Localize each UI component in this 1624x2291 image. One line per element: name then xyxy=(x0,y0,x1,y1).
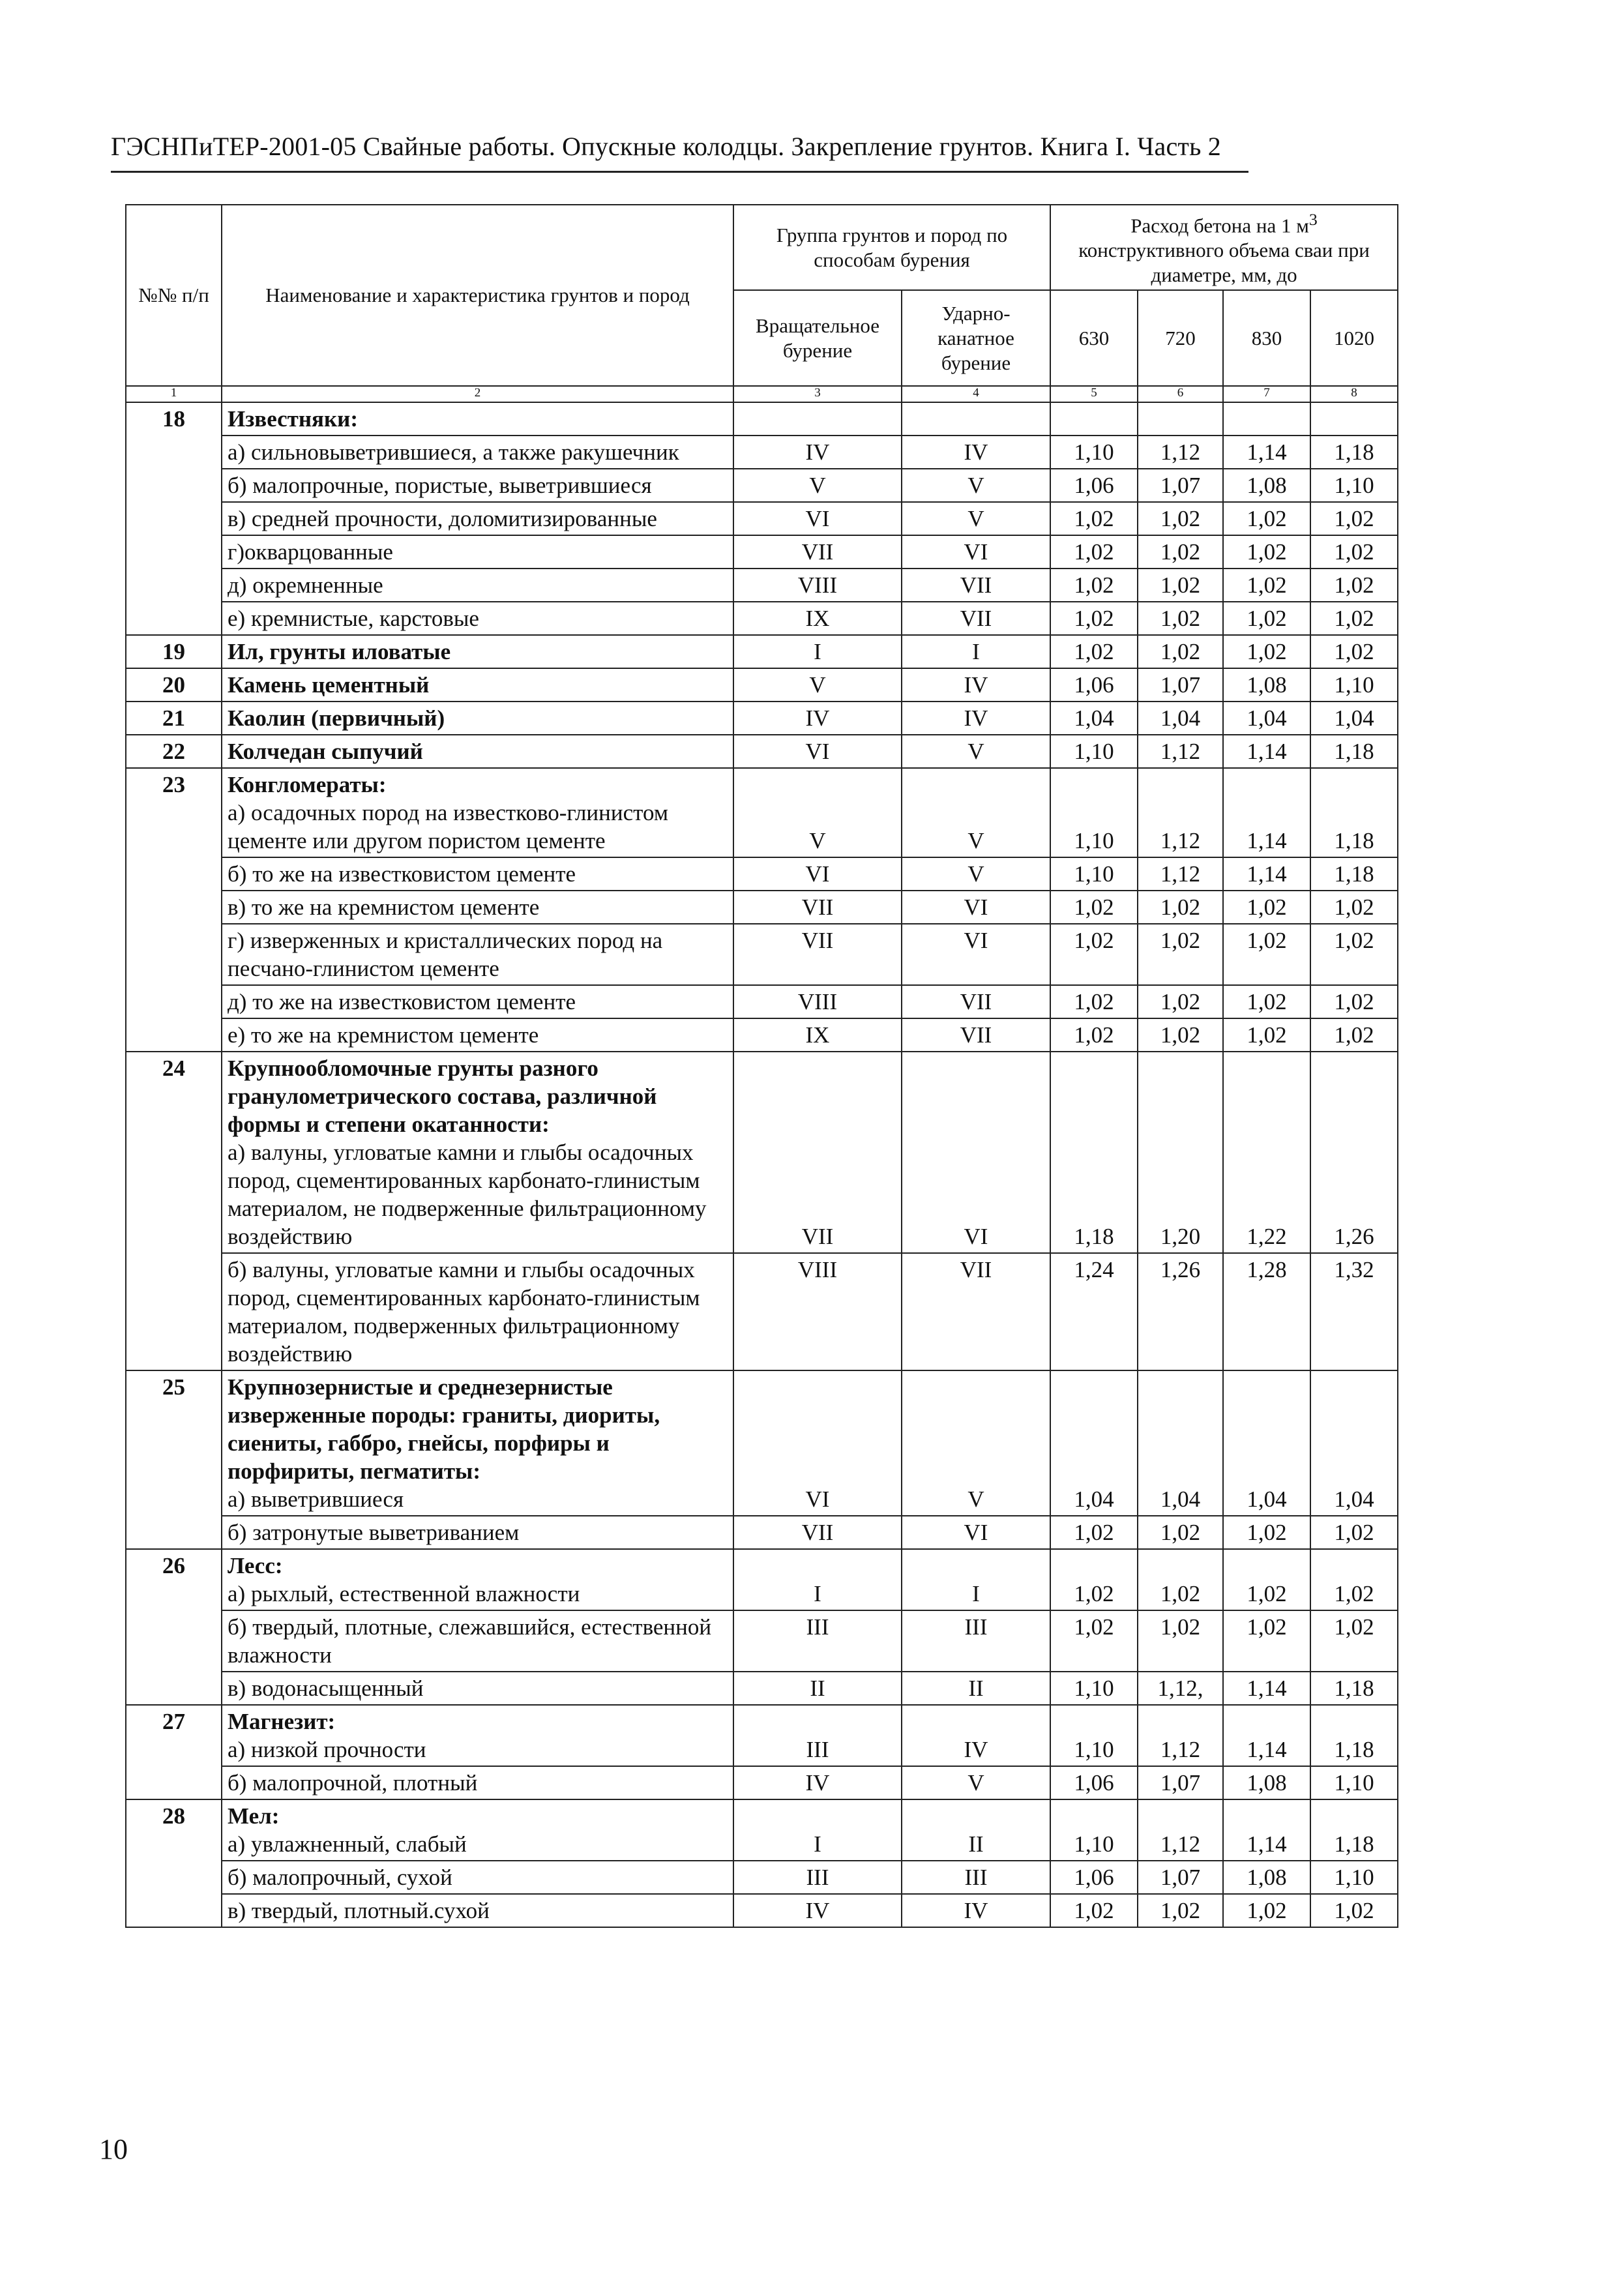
percussive-group-cell: V xyxy=(902,502,1050,535)
rotary-group-cell: III xyxy=(733,1861,902,1894)
percussive-group-cell: VII xyxy=(902,602,1050,635)
table-row xyxy=(126,668,1398,702)
consumption-cell: 1,02 xyxy=(1138,1894,1223,1927)
item-description: б) твердый, плотные, слежавшийся, естественной влажности xyxy=(222,1610,733,1672)
consumption-cell: 1,26 xyxy=(1310,1052,1398,1253)
table-row xyxy=(126,1672,1398,1705)
consumption-cell: 1,02 xyxy=(1138,924,1223,985)
consumption-cell: 1,12 xyxy=(1138,1799,1223,1861)
item-description: в) средней прочности, доломитизированные xyxy=(222,502,733,535)
percussive-group-cell: V xyxy=(902,469,1050,502)
consumption-cell: 1,14 xyxy=(1223,768,1310,857)
consumption-cell: 1,02 xyxy=(1050,1516,1138,1549)
rotary-group-cell: IV xyxy=(733,436,902,469)
consumption-cell: 1,02 xyxy=(1050,985,1138,1018)
consumption-cell: 1,02 xyxy=(1223,1894,1310,1927)
item-number: 21 xyxy=(126,702,222,735)
item-name: Каолин (первичный) xyxy=(222,702,733,735)
consumption-cell: 1,10 xyxy=(1310,1766,1398,1799)
consumption-cell: 1,07 xyxy=(1138,1861,1223,1894)
consumption-cell: 1,18 xyxy=(1050,1052,1138,1253)
header-diameter: 720 xyxy=(1138,290,1223,386)
consumption-cell: 1,12 xyxy=(1138,1705,1223,1766)
column-number: 7 xyxy=(1223,386,1310,402)
percussive-group-cell: II xyxy=(902,1799,1050,1861)
consumption-cell: 1,02 xyxy=(1223,924,1310,985)
item-description: б) малопрочный, сухой xyxy=(222,1861,733,1894)
item-description: а) выветрившиеся xyxy=(228,1486,404,1512)
rotary-group-cell: VII xyxy=(733,924,902,985)
consumption-cell: 1,02 xyxy=(1310,535,1398,569)
column-number: 1 xyxy=(126,386,222,402)
consumption-cell: 1,14 xyxy=(1223,1799,1310,1861)
column-number: 4 xyxy=(902,386,1050,402)
table-row xyxy=(126,635,1398,668)
consumption-cell: 1,08 xyxy=(1223,469,1310,502)
page-number: 10 xyxy=(99,2133,128,2165)
consumption-cell: 1,04 xyxy=(1050,702,1138,735)
rotary-group-cell: IV xyxy=(733,702,902,735)
consumption-cell: 1,06 xyxy=(1050,1861,1138,1894)
table-row xyxy=(126,735,1398,768)
rotary-group-cell: IX xyxy=(733,602,902,635)
percussive-group-cell: IV xyxy=(902,668,1050,702)
consumption-cell: 1,06 xyxy=(1050,668,1138,702)
empty-cell xyxy=(733,402,902,436)
table-row xyxy=(126,891,1398,924)
table-row xyxy=(126,602,1398,635)
consumption-cell: 1,02 xyxy=(1138,1610,1223,1672)
consumption-cell: 1,32 xyxy=(1310,1253,1398,1370)
item-name: Лесс: xyxy=(228,1553,283,1578)
rotary-group-cell: III xyxy=(733,1705,902,1766)
table-row xyxy=(126,569,1398,602)
rotary-group-cell: V xyxy=(733,469,902,502)
consumption-cell: 1,02 xyxy=(1310,985,1398,1018)
header-rotary: Вращательное бурение xyxy=(733,290,902,386)
consumption-cell: 1,02 xyxy=(1223,502,1310,535)
empty-cell xyxy=(902,402,1050,436)
consumption-cell: 1,14 xyxy=(1223,735,1310,768)
consumption-cell: 1,02 xyxy=(1223,1610,1310,1672)
item-description: а) сильновыветрившиеся, а также ракушечник xyxy=(222,436,733,469)
consumption-cell: 1,12 xyxy=(1138,436,1223,469)
table-row xyxy=(126,469,1398,502)
consumption-cell: 1,08 xyxy=(1223,668,1310,702)
item-description: а) низкой прочности xyxy=(228,1737,426,1762)
percussive-group-cell: V xyxy=(902,735,1050,768)
table-row xyxy=(126,1861,1398,1894)
rotary-group-cell: VI xyxy=(733,1370,902,1516)
column-number: 6 xyxy=(1138,386,1223,402)
rotary-group-cell: III xyxy=(733,1610,902,1672)
consumption-cell: 1,02 xyxy=(1050,924,1138,985)
column-number: 8 xyxy=(1310,386,1398,402)
consumption-cell: 1,02 xyxy=(1138,502,1223,535)
item-number: 22 xyxy=(126,735,222,768)
consumption-cell: 1,10 xyxy=(1050,1705,1138,1766)
consumption-cell: 1,18 xyxy=(1310,735,1398,768)
consumption-cell: 1,18 xyxy=(1310,1672,1398,1705)
consumption-cell: 1,02 xyxy=(1223,985,1310,1018)
table-row xyxy=(126,502,1398,535)
item-name: Конгломераты: xyxy=(228,772,387,797)
consumption-cell: 1,02 xyxy=(1050,502,1138,535)
rotary-group-cell: I xyxy=(733,635,902,668)
consumption-cell: 1,10 xyxy=(1050,1799,1138,1861)
item-number: 18 xyxy=(126,402,222,635)
column-number: 3 xyxy=(733,386,902,402)
percussive-group-cell: VII xyxy=(902,569,1050,602)
percussive-group-cell: VI xyxy=(902,924,1050,985)
consumption-cell: 1,02 xyxy=(1223,1549,1310,1610)
consumption-cell: 1,06 xyxy=(1050,1766,1138,1799)
column-number: 5 xyxy=(1050,386,1138,402)
consumption-cell: 1,02 xyxy=(1138,602,1223,635)
consumption-cell: 1,22 xyxy=(1223,1052,1310,1253)
consumption-cell: 1,02 xyxy=(1223,1516,1310,1549)
consumption-cell: 1,10 xyxy=(1050,436,1138,469)
consumption-cell: 1,02 xyxy=(1050,1610,1138,1672)
table-row xyxy=(126,1799,1398,1861)
item-description: в) твердый, плотный.сухой xyxy=(222,1894,733,1927)
percussive-group-cell: IV xyxy=(902,1705,1050,1766)
consumption-cell: 1,14 xyxy=(1223,1705,1310,1766)
percussive-group-cell: V xyxy=(902,768,1050,857)
percussive-group-cell: V xyxy=(902,1766,1050,1799)
consumption-cell: 1,02 xyxy=(1050,535,1138,569)
header-consumption-sup: 3 xyxy=(1308,210,1318,229)
consumption-cell: 1,18 xyxy=(1310,768,1398,857)
item-name-cell xyxy=(222,1370,733,1516)
percussive-group-cell: V xyxy=(902,1370,1050,1516)
table-row xyxy=(126,436,1398,469)
item-name: Магнезит: xyxy=(228,1709,336,1734)
percussive-group-cell: VII xyxy=(902,1253,1050,1370)
consumption-cell: 1,12, xyxy=(1138,1672,1223,1705)
table-row xyxy=(126,768,1398,857)
percussive-group-cell: III xyxy=(902,1861,1050,1894)
item-name-cell xyxy=(222,1705,733,1766)
item-name: Крупнообломочные грунты разного гранулометрического состава, различной формы и степени окатанности: xyxy=(228,1056,657,1137)
consumption-cell: 1,14 xyxy=(1223,1672,1310,1705)
consumption-cell: 1,02 xyxy=(1310,891,1398,924)
consumption-cell: 1,12 xyxy=(1138,768,1223,857)
percussive-group-cell: V xyxy=(902,857,1050,891)
header-consumption-prefix: Расход бетона на 1 м xyxy=(1130,214,1309,237)
consumption-cell: 1,02 xyxy=(1310,1516,1398,1549)
consumption-cell: 1,10 xyxy=(1310,1861,1398,1894)
item-name: Крупнозернистые и среднезернистые изверженные породы: граниты, диориты, сиениты, габбро, гнейсы, порфиры и порфириты, пегматиты: xyxy=(228,1374,660,1484)
consumption-cell: 1,14 xyxy=(1223,436,1310,469)
consumption-cell: 1,04 xyxy=(1223,702,1310,735)
table-row xyxy=(126,1766,1398,1799)
rotary-group-cell: I xyxy=(733,1799,902,1861)
empty-cell xyxy=(1138,402,1223,436)
consumption-cell: 1,02 xyxy=(1310,924,1398,985)
consumption-cell: 1,07 xyxy=(1138,469,1223,502)
rotary-group-cell: IV xyxy=(733,1894,902,1927)
consumption-cell: 1,10 xyxy=(1310,668,1398,702)
item-name-cell xyxy=(222,768,733,857)
consumption-cell: 1,08 xyxy=(1223,1766,1310,1799)
percussive-group-cell: I xyxy=(902,635,1050,668)
percussive-group-cell: II xyxy=(902,1672,1050,1705)
consumption-cell: 1,12 xyxy=(1138,735,1223,768)
item-name-cell xyxy=(222,1549,733,1610)
consumption-cell: 1,26 xyxy=(1138,1253,1223,1370)
item-number: 25 xyxy=(126,1370,222,1549)
item-name: Колчедан сыпучий xyxy=(222,735,733,768)
consumption-cell: 1,02 xyxy=(1223,569,1310,602)
table-row xyxy=(126,1052,1398,1253)
header-group: Группа грунтов и пород по способам бурения xyxy=(733,205,1050,290)
table-row xyxy=(126,1253,1398,1370)
rotary-group-cell: IV xyxy=(733,1766,902,1799)
consumption-cell: 1,08 xyxy=(1223,1861,1310,1894)
consumption-cell: 1,02 xyxy=(1223,602,1310,635)
item-name: Мел: xyxy=(228,1803,280,1829)
consumption-cell: 1,02 xyxy=(1310,635,1398,668)
item-description: а) увлажненный, слабый xyxy=(228,1831,467,1857)
percussive-group-cell: VII xyxy=(902,985,1050,1018)
consumption-cell: 1,02 xyxy=(1138,891,1223,924)
consumption-cell: 1,02 xyxy=(1138,635,1223,668)
percussive-group-cell: I xyxy=(902,1549,1050,1610)
item-description: б) малопрочной, плотный xyxy=(222,1766,733,1799)
consumption-cell: 1,02 xyxy=(1050,1549,1138,1610)
rotary-group-cell: VIII xyxy=(733,569,902,602)
consumption-cell: 1,04 xyxy=(1138,1370,1223,1516)
item-number: 27 xyxy=(126,1705,222,1799)
rotary-group-cell: VIII xyxy=(733,1253,902,1370)
consumption-cell: 1,04 xyxy=(1138,702,1223,735)
consumption-cell: 1,04 xyxy=(1310,702,1398,735)
consumption-cell: 1,02 xyxy=(1310,1894,1398,1927)
item-description: б) затронутые выветриванием xyxy=(222,1516,733,1549)
consumption-cell: 1,04 xyxy=(1223,1370,1310,1516)
header-diameter: 630 xyxy=(1050,290,1138,386)
consumption-cell: 1,04 xyxy=(1050,1370,1138,1516)
table-row xyxy=(126,924,1398,985)
header-num: №№ п/п xyxy=(126,205,222,386)
consumption-cell: 1,28 xyxy=(1223,1253,1310,1370)
item-description: б) валуны, угловатые камни и глыбы осадочных пород, сцементированных карбонато-глинистым материалом, подверженных фильтрационному воздействию xyxy=(222,1253,733,1370)
consumption-cell: 1,10 xyxy=(1310,469,1398,502)
header-diameter: 1020 xyxy=(1310,290,1398,386)
consumption-cell: 1,18 xyxy=(1310,1705,1398,1766)
empty-cell xyxy=(1223,402,1310,436)
consumption-cell: 1,02 xyxy=(1050,1018,1138,1052)
consumption-cell: 1,02 xyxy=(1138,1516,1223,1549)
consumption-cell: 1,02 xyxy=(1138,1549,1223,1610)
consumption-cell: 1,02 xyxy=(1310,1549,1398,1610)
rotary-group-cell: VII xyxy=(733,1052,902,1253)
percussive-group-cell: VI xyxy=(902,1052,1050,1253)
item-description: е) то же на кремнистом цементе xyxy=(222,1018,733,1052)
percussive-group-cell: VII xyxy=(902,1018,1050,1052)
percussive-group-cell: VI xyxy=(902,891,1050,924)
table-row xyxy=(126,1018,1398,1052)
table-row xyxy=(126,535,1398,569)
percussive-group-cell: IV xyxy=(902,1894,1050,1927)
table-row xyxy=(126,985,1398,1018)
consumption-cell: 1,14 xyxy=(1223,857,1310,891)
table-row xyxy=(126,402,1398,436)
item-name-cell xyxy=(222,1052,733,1253)
consumption-cell: 1,02 xyxy=(1223,635,1310,668)
consumption-cell: 1,02 xyxy=(1050,635,1138,668)
consumption-cell: 1,02 xyxy=(1310,1018,1398,1052)
consumption-cell: 1,24 xyxy=(1050,1253,1138,1370)
item-description: в) то же на кремнистом цементе xyxy=(222,891,733,924)
consumption-cell: 1,02 xyxy=(1310,502,1398,535)
item-description: а) валуны, угловатые камни и глыбы осадочных пород, сцементированных карбонато-глинистым материалом, не подверженные фильтрационному воздействию xyxy=(228,1140,707,1249)
empty-cell xyxy=(1050,402,1138,436)
item-description: д) окремненные xyxy=(222,569,733,602)
consumption-cell: 1,06 xyxy=(1050,469,1138,502)
consumption-cell: 1,02 xyxy=(1050,891,1138,924)
consumption-cell: 1,02 xyxy=(1138,569,1223,602)
consumption-cell: 1,07 xyxy=(1138,668,1223,702)
consumption-cell: 1,02 xyxy=(1050,1894,1138,1927)
table-row xyxy=(126,1894,1398,1927)
item-number: 26 xyxy=(126,1549,222,1705)
item-name-cell xyxy=(222,1799,733,1861)
consumption-cell: 1,20 xyxy=(1138,1052,1223,1253)
item-name: Камень цементный xyxy=(222,668,733,702)
consumption-cell: 1,02 xyxy=(1310,602,1398,635)
consumption-cell: 1,02 xyxy=(1050,602,1138,635)
rotary-group-cell: VII xyxy=(733,891,902,924)
percussive-group-cell: III xyxy=(902,1610,1050,1672)
header-consumption-suffix: конструктивного объема сваи при диаметре, мм, до xyxy=(1078,239,1370,287)
consumption-cell: 1,02 xyxy=(1223,891,1310,924)
table-row xyxy=(126,702,1398,735)
percussive-group-cell: IV xyxy=(902,702,1050,735)
consumption-cell: 1,10 xyxy=(1050,735,1138,768)
rotary-group-cell: VII xyxy=(733,1516,902,1549)
table-row xyxy=(126,1549,1398,1610)
item-description: д) то же на известковистом цементе xyxy=(222,985,733,1018)
item-name: Ил, грунты иловатые xyxy=(222,635,733,668)
item-number: 24 xyxy=(126,1052,222,1370)
document-header: ГЭСНПиТЕР-2001-05 Свайные работы. Опускные колодцы. Закрепление грунтов. Книга І. Часть 2 xyxy=(111,130,1248,173)
item-number: 19 xyxy=(126,635,222,668)
table-row xyxy=(126,1705,1398,1766)
percussive-group-cell: VI xyxy=(902,535,1050,569)
consumption-cell: 1,10 xyxy=(1050,768,1138,857)
empty-cell xyxy=(1310,402,1398,436)
consumption-cell: 1,12 xyxy=(1138,857,1223,891)
soil-groups-table xyxy=(125,204,1398,1928)
rotary-group-cell: IX xyxy=(733,1018,902,1052)
percussive-group-cell: VI xyxy=(902,1516,1050,1549)
rotary-group-cell: II xyxy=(733,1672,902,1705)
percussive-group-cell: IV xyxy=(902,436,1050,469)
consumption-cell: 1,18 xyxy=(1310,857,1398,891)
consumption-cell: 1,02 xyxy=(1138,985,1223,1018)
consumption-cell: 1,10 xyxy=(1050,1672,1138,1705)
item-name: Известняки: xyxy=(222,402,733,436)
rotary-group-cell: I xyxy=(733,1549,902,1610)
item-description: г)окварцованные xyxy=(222,535,733,569)
consumption-cell: 1,18 xyxy=(1310,436,1398,469)
rotary-group-cell: VI xyxy=(733,735,902,768)
consumption-cell: 1,10 xyxy=(1050,857,1138,891)
table-row xyxy=(126,857,1398,891)
consumption-cell: 1,02 xyxy=(1050,569,1138,602)
consumption-cell: 1,02 xyxy=(1310,569,1398,602)
item-description: г) изверженных и кристаллических пород на песчано-глинистом цементе xyxy=(222,924,733,985)
rotary-group-cell: VII xyxy=(733,535,902,569)
item-description: б) малопрочные, пористые, выветрившиеся xyxy=(222,469,733,502)
item-description: а) осадочных пород на известково-глинистом цементе или другом пористом цементе xyxy=(228,800,668,853)
table-row xyxy=(126,1610,1398,1672)
consumption-cell: 1,02 xyxy=(1223,1018,1310,1052)
item-description: е) кремнистые, карстовые xyxy=(222,602,733,635)
rotary-group-cell: V xyxy=(733,768,902,857)
item-description: б) то же на известковистом цементе xyxy=(222,857,733,891)
item-number: 23 xyxy=(126,768,222,1052)
rotary-group-cell: V xyxy=(733,668,902,702)
consumption-cell: 1,04 xyxy=(1310,1370,1398,1516)
header-consumption xyxy=(1050,205,1398,290)
consumption-cell: 1,02 xyxy=(1310,1610,1398,1672)
table-row xyxy=(126,1370,1398,1516)
consumption-cell: 1,02 xyxy=(1138,1018,1223,1052)
consumption-cell: 1,02 xyxy=(1138,535,1223,569)
header-diameter: 830 xyxy=(1223,290,1310,386)
table-row xyxy=(126,1516,1398,1549)
consumption-cell: 1,18 xyxy=(1310,1799,1398,1861)
header-percussive: Ударно-канатное бурение xyxy=(902,290,1050,386)
consumption-cell: 1,07 xyxy=(1138,1766,1223,1799)
rotary-group-cell: VIII xyxy=(733,985,902,1018)
rotary-group-cell: VI xyxy=(733,502,902,535)
item-number: 28 xyxy=(126,1799,222,1927)
item-description: в) водонасыщенный xyxy=(222,1672,733,1705)
consumption-cell: 1,02 xyxy=(1223,535,1310,569)
rotary-group-cell: VI xyxy=(733,857,902,891)
column-number: 2 xyxy=(222,386,733,402)
item-number: 20 xyxy=(126,668,222,702)
header-name: Наименование и характеристика грунтов и пород xyxy=(222,205,733,386)
item-description: а) рыхлый, естественной влажности xyxy=(228,1581,580,1606)
